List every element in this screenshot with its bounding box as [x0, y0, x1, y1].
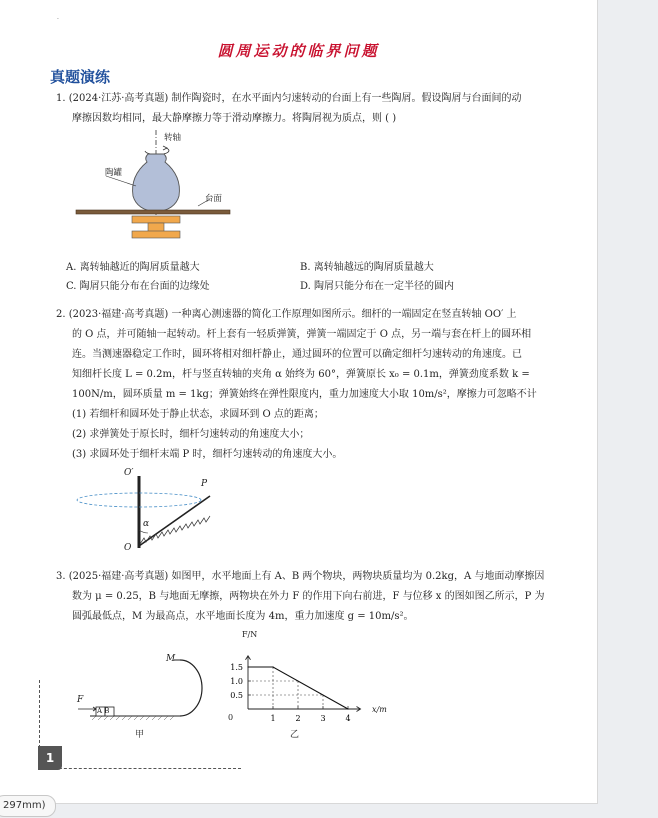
force-label: F — [77, 695, 84, 705]
y-tick-label: 0.5 — [230, 691, 243, 700]
chart-ylabel: F/N — [242, 630, 258, 639]
figure-yi-caption: 乙 — [290, 730, 300, 740]
q3-line: 3. (2025·福建·高考真题) 如图甲，水平地面上有 A、B 两个物块，两物块质量均为 0.2kg，A 与地面动摩擦因 — [56, 571, 545, 582]
point-o-prime: O′ — [124, 468, 134, 478]
q2-line: 知细杆长度 L = 0.2m，杆与竖直转轴的夹角 α 始终为 60°，弹簧原长 x₀ = 0.1m，弹簧劲度系数 k = — [72, 369, 530, 380]
chart-origin-label: 0 — [228, 713, 234, 722]
option-a: A. 离转轴越近的陶屑质量越大 — [66, 262, 200, 273]
y-tick-label: 1.0 — [230, 677, 243, 686]
point-m: M — [166, 654, 176, 664]
point-o: O — [124, 543, 132, 553]
q2-subquestion: (3) 求圆环处于细杆末端 P 时，细杆匀速转动的角速度大小。 — [72, 449, 343, 460]
q2-subquestion: (2) 求弹簧处于原长时，细杆匀速转动的角速度大小； — [72, 429, 310, 440]
point-p: P — [201, 479, 208, 489]
x-tick-label: 3 — [320, 714, 326, 723]
y-tick-label: 1.5 — [230, 663, 243, 672]
x-tick-label: 1 — [270, 714, 276, 723]
option-d: D. 陶屑只能分布在一定半径的圆内 — [300, 281, 455, 292]
q3-line: 数为 μ = 0.25，B 与地面无摩擦，两物块在外力 F 的作用下向右前进，F 与位移 x 的图如图乙所示，P 为 — [72, 591, 545, 602]
data-point — [347, 708, 348, 709]
q3-line: 圆弧最低点，M 为最高点，水平地面长度为 4m，重力加速度 g = 10m/s²。 — [72, 611, 414, 622]
angle-alpha: α — [143, 519, 150, 529]
q1-line: 1. (2024·江苏·高考真题) 制作陶瓷时，在水平面内匀速转动的台面上有一些陶屑。假设陶屑与台面间的动 — [56, 93, 522, 104]
page-number: 1 — [38, 746, 62, 770]
q2-line: 的 O 点，并可随轴一起转动。杆上套有一轻质弹簧，弹簧一端固定于 O 点，另一端与套在杆上的圆环相 — [72, 329, 532, 340]
table-label: 台面 — [205, 194, 223, 204]
q1-line: 摩擦因数均相同，最大静摩擦力等于滑动摩擦力。将陶屑视为质点，则 ( ) — [72, 113, 397, 124]
page-corner-dash-horizontal — [39, 768, 241, 769]
q2-line: 100N/m，圆环质量 m = 1kg；弹簧始终在弹性限度内，重力加速度大小取 10m/s²，摩擦力可忽略不计 — [72, 389, 537, 400]
axis-label: 转轴 — [164, 133, 182, 143]
doc-title: 圆周运动的临界问题 — [217, 42, 380, 60]
document-page: . 圆周运动的临界问题 真题演练 1. (2024·江苏·高考真题) 制作陶瓷时，在水平面内匀速转动的台面上有一些陶屑。假设陶屑与台面间的动 摩擦因数均相同，最大静摩擦力等于滑动摩擦力。将陶屑视为质点，则 ( ) 转轴 陶罐 台面 A. 离转轴越近的陶屑质量越大 B. 离转轴越远的陶屑质量越大 C. 陶屑只能分布在台面的边缘处 D. 陶屑只能分布在一定半径的圆内 2. (2023·福建·高考真题) 一种离心测速器的简化工作原理如图所示。细杆的一端固定在竖直转轴 OO′ 上 的 O 点，并可随轴一起转动。杆上套有一轻质弹簧，弹簧一端固定于 O 点，另一端与套在杆上的圆环相 连。当测速器稳定工作时，圆环将相对细杆静止，通过圆环的位置可以确定细杆匀速转动的角速度。已 知细杆长度 L = 0.2m，杆与竖直转轴的夹角 α 始终为 60°，弹簧原长 x₀ = 0.1m，弹簧劲度系数 k = 100N/m，圆环质量 m = 1kg；弹簧始终在弹性限度内，重力加速度大小取 10m/s²，摩擦力可忽略不计 (1) 若细杆和圆环处于静止状态，求圆环到 O 点的距离； (2) 求弹簧处于原长时，细杆匀速转动的角速度大小； (3) 求圆环处于细杆末端 P 时，细杆匀速转动的角速度大小。 O′ P α O 3. (2025·福建·高考真题) 如图甲，水平地面上有 A、B 两个物块，两物块质量均为 0.2kg，A 与地面动摩擦因 数为 μ = 0.25，B 与地面无摩擦，两物块在外力 F 的作用下向右前进，F 与位移 x 的图如图乙所示，P 为 圆弧最低点，M 为最高点，水平地面长度为 4m，重力加速度 g = 10m/s²。 M F A B 甲 F/N x/m 0 1 2 3 4 0.5 1.0 1.5 乙 1 — [0, 0, 598, 804]
figure-jia-caption: 甲 — [135, 730, 145, 740]
pot-label: 陶罐 — [105, 168, 123, 178]
data-point — [272, 666, 273, 667]
zoom-indicator[interactable]: 297mm) — [0, 795, 56, 817]
option-b: B. 离转轴越远的陶屑质量越大 — [300, 262, 434, 273]
section-heading: 真题演练 — [50, 68, 111, 86]
x-tick-label: 4 — [345, 714, 351, 723]
blocks-label: A B — [97, 707, 110, 715]
x-tick-label: 2 — [295, 714, 301, 723]
option-c: C. 陶屑只能分布在台面的边缘处 — [66, 281, 210, 292]
chart-xlabel: x/m — [372, 705, 387, 714]
q2-subquestion: (1) 若细杆和圆环处于静止状态，求圆环到 O 点的距离； — [72, 409, 324, 420]
data-point — [247, 666, 248, 667]
q2-line: 连。当测速器稳定工作时，圆环将相对细杆静止，通过圆环的位置可以确定细杆匀速转动的角速度。已 — [72, 349, 522, 360]
q2-line: 2. (2023·福建·高考真题) 一种离心测速器的简化工作原理如图所示。细杆的一端固定在竖直转轴 OO′ 上 — [56, 309, 517, 320]
